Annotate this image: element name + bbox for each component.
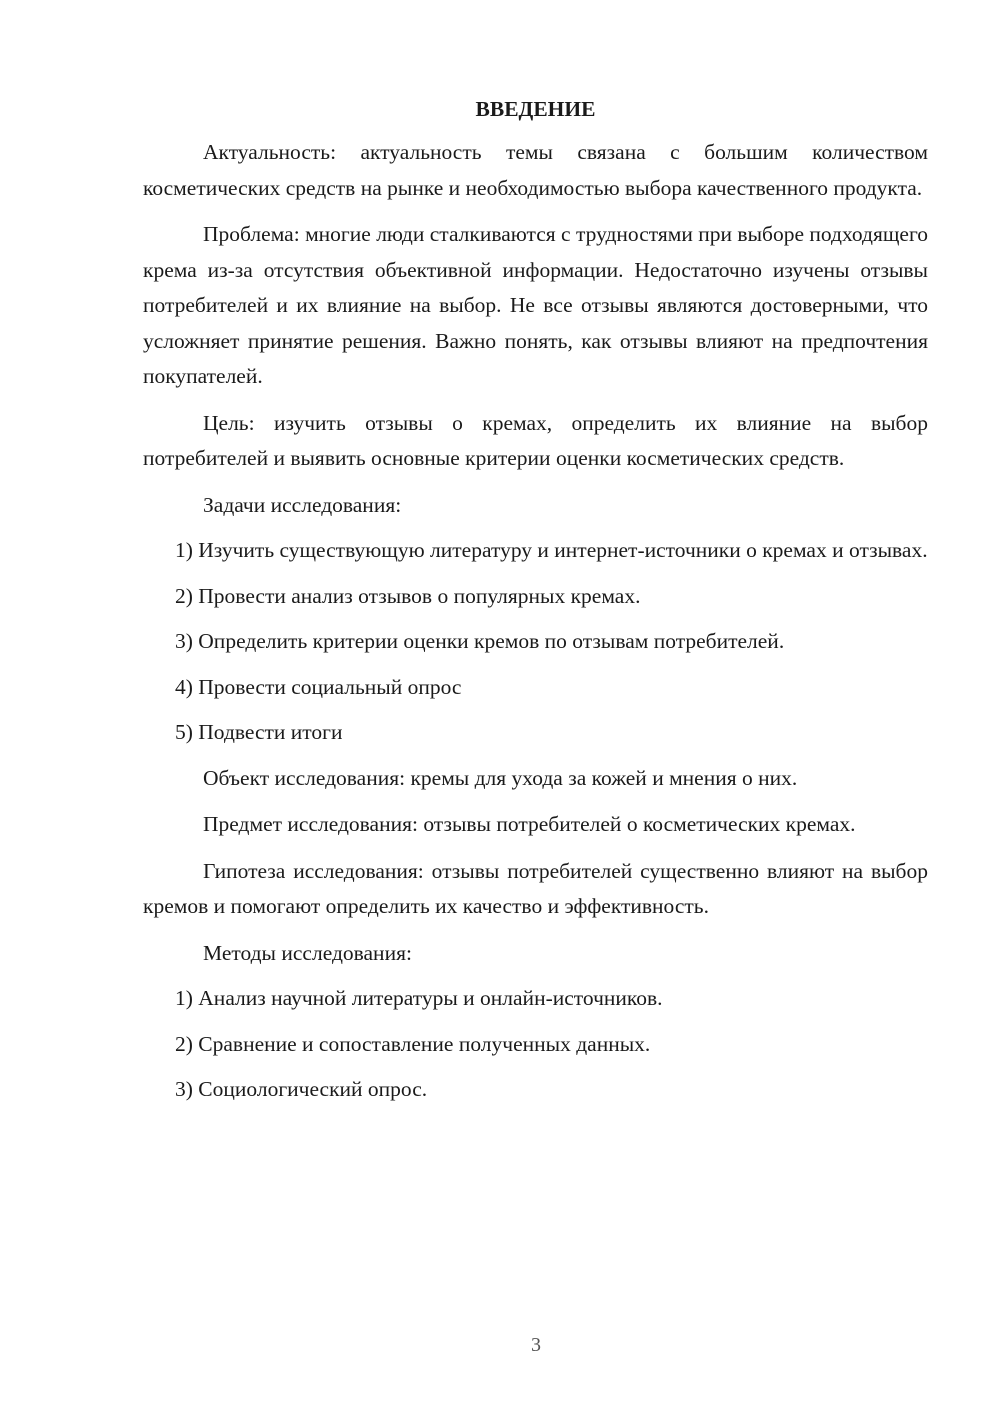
task-item-5: 5) Подвести итоги [175, 720, 343, 744]
document-page [143, 92, 928, 1118]
task-item-1: 1) Изучить существующую литературу и интернет-источники о кремах и отзывах. [175, 538, 928, 562]
task-item-4: 4) Провести социальный опрос [175, 674, 462, 699]
tasks-title: Задачи исследования: [203, 492, 402, 517]
paragraph-object: Объект исследования: кремы для ухода за кожей и мнения о них. [203, 765, 798, 790]
page-number: 3 [531, 1334, 541, 1356]
task-item-3: 3) Определить критерии оценки кремов по отзывам потребителей. [175, 629, 785, 653]
method-item-3: 3) Социологический опрос. [175, 1077, 428, 1101]
paragraph-goal: Цель: изучить отзывы о кремах, определить их влияние на выбор потребителей и выявить основные критерии оценки косметических средств. [143, 410, 928, 470]
section-heading: ВВЕДЕНИЕ [475, 97, 596, 121]
paragraph-hypothesis: Гипотеза исследования: отзывы потребителей существенно влияют на выбор кремов и помогают определить их качество и эффективность. [143, 858, 928, 918]
paragraph-relevance: Актуальность: актуальность темы связана с большим количеством косметических средств на рынке и необходимостью выбора качественного продукта. [143, 140, 928, 200]
methods-title: Методы исследования: [203, 940, 412, 965]
method-item-2: 2) Сравнение и сопоставление полученных данных. [175, 1031, 651, 1056]
paragraph-problem: Проблема: многие люди сталкиваются с трудностями при выборе подходящего крема из-за отсутствия объективной информации. Недостаточно изучены отзывы потребителей и их влияние на выбор. Не все отзывы являются достоверными, что усложняет принятие решения. Важно понять, как отзывы влияют на предпочтения покупателей. [143, 222, 928, 388]
task-item-2: 2) Провести анализ отзывов о популярных кремах. [175, 583, 641, 608]
method-item-1: 1) Анализ научной литературы и онлайн-источников. [175, 986, 663, 1010]
paragraph-subject: Предмет исследования: отзывы потребителей о косметических кремах. [203, 812, 856, 836]
